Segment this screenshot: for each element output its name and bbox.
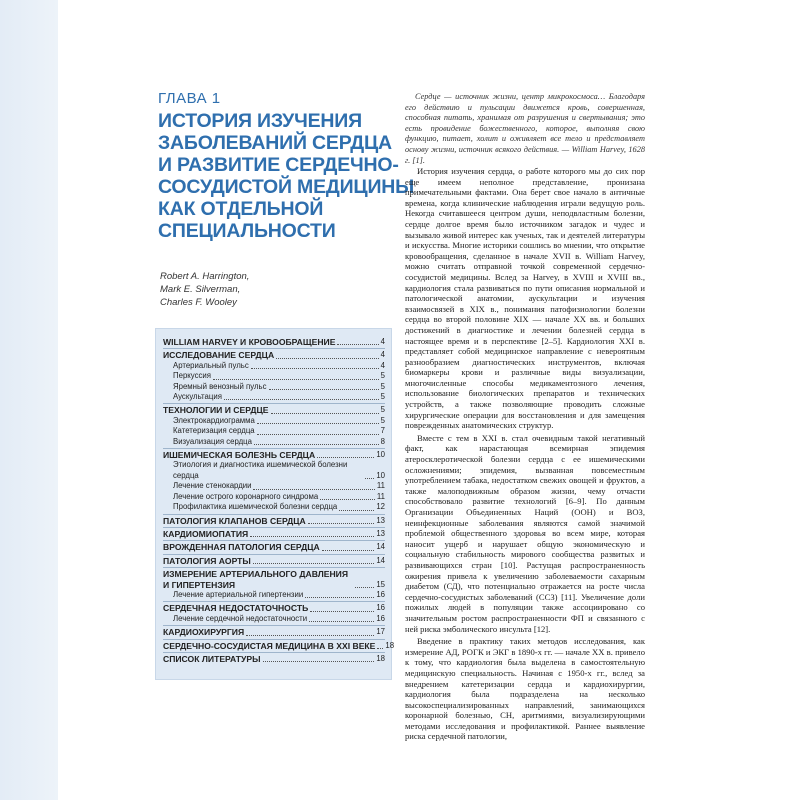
toc-entry-label: СЕРДЕЧНАЯ НЕДОСТАТОЧНОСТЬ xyxy=(163,603,309,614)
toc-entry-label: Профилактика ишемической болезни сердца xyxy=(173,502,338,512)
toc-leader-dots xyxy=(263,661,375,662)
toc-leader-dots xyxy=(257,434,379,435)
toc-leader-dots xyxy=(365,478,374,479)
toc-subsection-entry[interactable] xyxy=(163,614,385,624)
toc-subsection-entry[interactable] xyxy=(163,416,385,426)
author-name: Charles F. Wooley xyxy=(160,297,237,308)
toc-subsection-entry[interactable] xyxy=(163,382,385,392)
toc-subsection-entry[interactable] xyxy=(163,590,385,600)
toc-leader-dots xyxy=(322,550,375,551)
toc-leader-dots xyxy=(339,510,374,511)
chapter-title-line: СПЕЦИАЛЬНОСТИ xyxy=(158,220,336,242)
toc-section-entry[interactable] xyxy=(163,514,385,526)
toc-entry-label: ТЕХНОЛОГИИ И СЕРДЦЕ xyxy=(163,405,269,416)
toc-entry-label: Аускультация xyxy=(173,392,222,402)
toc-entry-label: Артериальный пульс xyxy=(173,360,249,370)
toc-leader-dots xyxy=(224,399,379,400)
toc-leader-dots xyxy=(355,587,374,588)
toc-page-number: 4 xyxy=(380,337,385,346)
toc-page-number: 11 xyxy=(376,491,385,501)
toc-leader-dots xyxy=(305,597,374,598)
chapter-title xyxy=(158,110,415,242)
toc-leader-dots xyxy=(337,344,378,345)
toc-page-number: 11 xyxy=(376,481,385,491)
toc-subsection-entry[interactable] xyxy=(163,502,385,512)
epigraph xyxy=(405,92,645,166)
toc-entry-label: СПИСОК ЛИТЕРАТУРЫ xyxy=(163,653,261,664)
body-paragraph: История изучения сердца, о работе которого мы до сих пор еще имеем неполное представление, пронизана примечательными фактами. Она берет свое начало в античные времена, когда клинические наблюдения играли ведущую роль. Некогда считавшееся центром души, неподвластным болезни, сердце долгое время было источником загадок и чудес и вызывало живой интерес как ученых, так и деятелей литературы и искусства. Многие историки сошлись во мнении, что открытие кровообращения, сделанное в начале XVII в. William Harvey, можно считать отправной точкой современной сердечно-сосудистой медицины. Вслед за Harvey, в XVIII и XVIII вв., кардиология стала развиваться по пути описания нормальной и патологической анатомии, аускультации и изучения взаимосвязей в XIX в., понимания патофизиологии болезни сердца во второй половине XIX — начале XX вв. и больших достижений в диагностике и лечении болезней сердца в настоящее время и в перспективе [2–5]. Кардиология XXI в. представляет собой медицинское направление с невероятным разнообразием диагностических инструментов, включая биомаркеры крови и различные виды визуализации, многочисленные способы медикаментозного лечения, использование биологических препаратов и технических устройств, а также позволяющие проводить сложные хирургические операции для восстановления и для замещения поврежденных анатомических структур. xyxy=(405,166,645,431)
toc-leader-dots xyxy=(254,444,379,445)
toc-entry-label: ИШЕМИЧЕСКАЯ БОЛЕЗНЬ СЕРДЦА xyxy=(163,450,316,461)
toc-section-entry[interactable] xyxy=(163,527,385,539)
toc-entry-label: КАРДИОХИРУРГИЯ xyxy=(163,627,245,638)
toc-page-number: 18 xyxy=(385,640,395,650)
toc-subsection-entry[interactable] xyxy=(163,460,385,481)
toc-leader-dots xyxy=(309,621,374,622)
author-name: Mark E. Silverman, xyxy=(160,284,241,295)
toc-entry-label: КАРДИОМИОПАТИЯ xyxy=(163,528,249,539)
toc-section-entry[interactable] xyxy=(163,601,385,613)
toc-page-number: 12 xyxy=(376,502,385,512)
toc-section-entry[interactable] xyxy=(163,639,395,651)
toc-leader-dots xyxy=(246,635,374,636)
toc-page-number: 10 xyxy=(376,450,385,460)
toc-page-number: 16 xyxy=(376,589,385,599)
table-of-contents xyxy=(155,328,395,680)
toc-page-number: 13 xyxy=(376,515,385,525)
toc-entry-label: ПАТОЛОГИЯ АОРТЫ xyxy=(163,555,251,566)
toc-entry-label: Визуализация сердца xyxy=(173,436,252,446)
toc-leader-dots xyxy=(310,611,374,612)
toc-entry-label: СЕРДЕЧНО-СОСУДИСТАЯ МЕДИЦИНА В XXI ВЕКЕ xyxy=(163,640,376,651)
toc-subsection-entry[interactable] xyxy=(163,437,385,447)
toc-page-number: 4 xyxy=(380,350,385,360)
toc-subsection-entry[interactable] xyxy=(163,481,385,491)
toc-entry-label: WILLIAM HARVEY И КРОВООБРАЩЕНИЕ xyxy=(163,337,336,347)
toc-page-number: 5 xyxy=(380,381,385,391)
toc-section-entry[interactable] xyxy=(163,625,385,637)
toc-section-entry[interactable] xyxy=(163,348,385,360)
toc-section-entry[interactable] xyxy=(163,403,385,415)
toc-leader-dots xyxy=(251,368,379,369)
toc-page-number: 5 xyxy=(380,405,385,415)
toc-subsection-entry[interactable] xyxy=(163,492,385,502)
author-name: Robert A. Harrington, xyxy=(160,271,250,282)
toc-entry-label: Лечение сердечной недостаточности xyxy=(173,613,308,623)
toc-page-number: 16 xyxy=(376,613,385,623)
toc-entry-label: ИЗМЕРЕНИЕ АРТЕРИАЛЬНОГО ДАВЛЕНИЯ И ГИПЕРТЕНЗИЯ xyxy=(163,569,349,590)
toc-page-number: 8 xyxy=(380,436,385,446)
chapter-title-line: ЗАБОЛЕВАНИЙ СЕРДЦА xyxy=(158,132,392,154)
chapter-title-line: СОСУДИСТОЙ МЕДИЦИНЫ xyxy=(158,176,415,198)
toc-entry-label: ВРОЖДЕННАЯ ПАТОЛОГИЯ СЕРДЦА xyxy=(163,542,320,553)
toc-entry-label: Перкуссия xyxy=(173,371,211,381)
toc-section-entry[interactable] xyxy=(163,554,385,566)
chapter-title-line: ИСТОРИЯ ИЗУЧЕНИЯ xyxy=(158,110,362,132)
epigraph-text: Сердце — источник жизни, центр микрокосмоса… Благодаря его действию и пульсации движется кровь, совершенная, способная питать, хранимая от разрушения и свертывания; это есть провидение божественного, которое, выполняя свою функцию, питает, холит и оживляет все тело и представляет основу жизни, источник всякого действия. — William Harvey, 1628 г. [1]. xyxy=(405,92,645,165)
author-list xyxy=(160,270,249,309)
toc-page-number: 5 xyxy=(380,415,385,425)
toc-entry-label: ПАТОЛОГИЯ КЛАПАНОВ СЕРДЦА xyxy=(163,515,306,526)
toc-section-entry[interactable] xyxy=(163,448,385,460)
toc-page-number: 5 xyxy=(380,392,385,402)
toc-section-entry[interactable] xyxy=(163,567,385,590)
toc-entry-label: Катетеризация сердца xyxy=(173,426,255,436)
body-paragraph: Введение в практику таких методов исследования, как измерение АД, РОГК и ЭКГ в 1890-х гг. — начале XX в. привело к тому, что кардиология была выделена в самостоятельную медицинскую специальность. Начиная с 1950-х гг., вслед за внедрением катетеризации сердца и кардиохирургии, кардиология была подразделена на несколько высокоспециализированных направлений, занимающихся коронарной болезнью, СН, аритмиями, визуализирующими методами исследования и профилактикой. Раннее выявление риска сердечной патологии, xyxy=(405,636,645,742)
decorative-side-strip xyxy=(0,0,58,800)
toc-leader-dots xyxy=(276,358,378,359)
body-text xyxy=(405,166,645,744)
toc-page-number: 7 xyxy=(380,426,385,436)
chapter-number: ГЛАВА 1 xyxy=(158,90,221,107)
toc-page-number: 14 xyxy=(376,555,385,565)
toc-page-number: 15 xyxy=(376,579,385,589)
toc-subsection-entry[interactable] xyxy=(163,426,385,436)
toc-subsection-entry[interactable] xyxy=(163,361,385,371)
toc-leader-dots xyxy=(320,499,375,500)
toc-page-number: 13 xyxy=(376,528,385,538)
toc-page-number: 17 xyxy=(376,627,385,637)
toc-subsection-entry[interactable] xyxy=(163,371,385,381)
toc-leader-dots xyxy=(253,489,374,490)
chapter-title-line: И РАЗВИТИЕ СЕРДЕЧНО- xyxy=(158,154,399,176)
toc-leader-dots xyxy=(257,423,379,424)
toc-page-number: 16 xyxy=(376,603,385,613)
toc-section-entry[interactable] xyxy=(163,652,385,664)
body-paragraph: Вместе с тем в XXI в. стал очевидным такой негативный факт, как нарастающая всемирная эпидемия атеросклеротической болезни сердца с ее ишемическими осложнениями; эпидемия, вызванная повсеместным употреблением табака, недостатком свежих овощей и фруктов, а также малоподвижным образом жизни, чему отчасти способствовало развитие технологий [6–9]. По данным Организации Объединенных Наций (ООН) и ВОЗ, неинфекционные заболевания являются самой значимой проблемой общественного здоровья во всем мире, которая наносит ущерб и нарушает общую экономическую и социальную стабильность мирового сообщества развитых и развивающихся стран [10]. Растущая распространенность ожирения привела к увеличению заболеваемости сахарным диабетом (СД), что потенциально отражается на росте числа сердечно-сосудистых заболеваний (ССЗ) [11]. Увеличение доли пожилых людей в популяции также ассоциировано со значительным ростом распространенности ФП и связанного с ней риска эмболического инсульта [12]. xyxy=(405,432,645,634)
toc-page-number: 5 xyxy=(380,371,385,381)
toc-leader-dots xyxy=(271,413,379,414)
toc-entry-label: Лечение артериальной гипертензии xyxy=(173,589,304,599)
toc-entry-label: Яремный венозный пульс xyxy=(173,381,267,391)
toc-leader-dots xyxy=(308,523,375,524)
toc-entry-label: Лечение стенокардии xyxy=(173,481,252,491)
toc-page-number: 10 xyxy=(376,470,385,480)
toc-leader-dots xyxy=(253,563,374,564)
toc-section-entry[interactable] xyxy=(163,336,385,347)
chapter-title-line: КАК ОТДЕЛЬНОЙ xyxy=(158,198,324,220)
toc-section-entry[interactable] xyxy=(163,540,385,552)
toc-leader-dots xyxy=(213,379,379,380)
toc-leader-dots xyxy=(269,389,379,390)
toc-entry-label: Электрокардиограмма xyxy=(173,415,255,425)
toc-leader-dots xyxy=(377,648,383,649)
toc-entry-label: Лечение острого коронарного синдрома xyxy=(173,491,319,501)
toc-page-number: 4 xyxy=(380,360,385,370)
toc-leader-dots xyxy=(250,536,374,537)
toc-entry-label: Этиология и диагностика ишемической болезни сердца xyxy=(173,460,348,480)
toc-subsection-entry[interactable] xyxy=(163,392,385,402)
toc-page-number: 14 xyxy=(376,542,385,552)
toc-entry-label: ИССЛЕДОВАНИЕ СЕРДЦА xyxy=(163,350,275,361)
toc-page-number: 18 xyxy=(376,653,385,663)
toc-leader-dots xyxy=(317,457,374,458)
